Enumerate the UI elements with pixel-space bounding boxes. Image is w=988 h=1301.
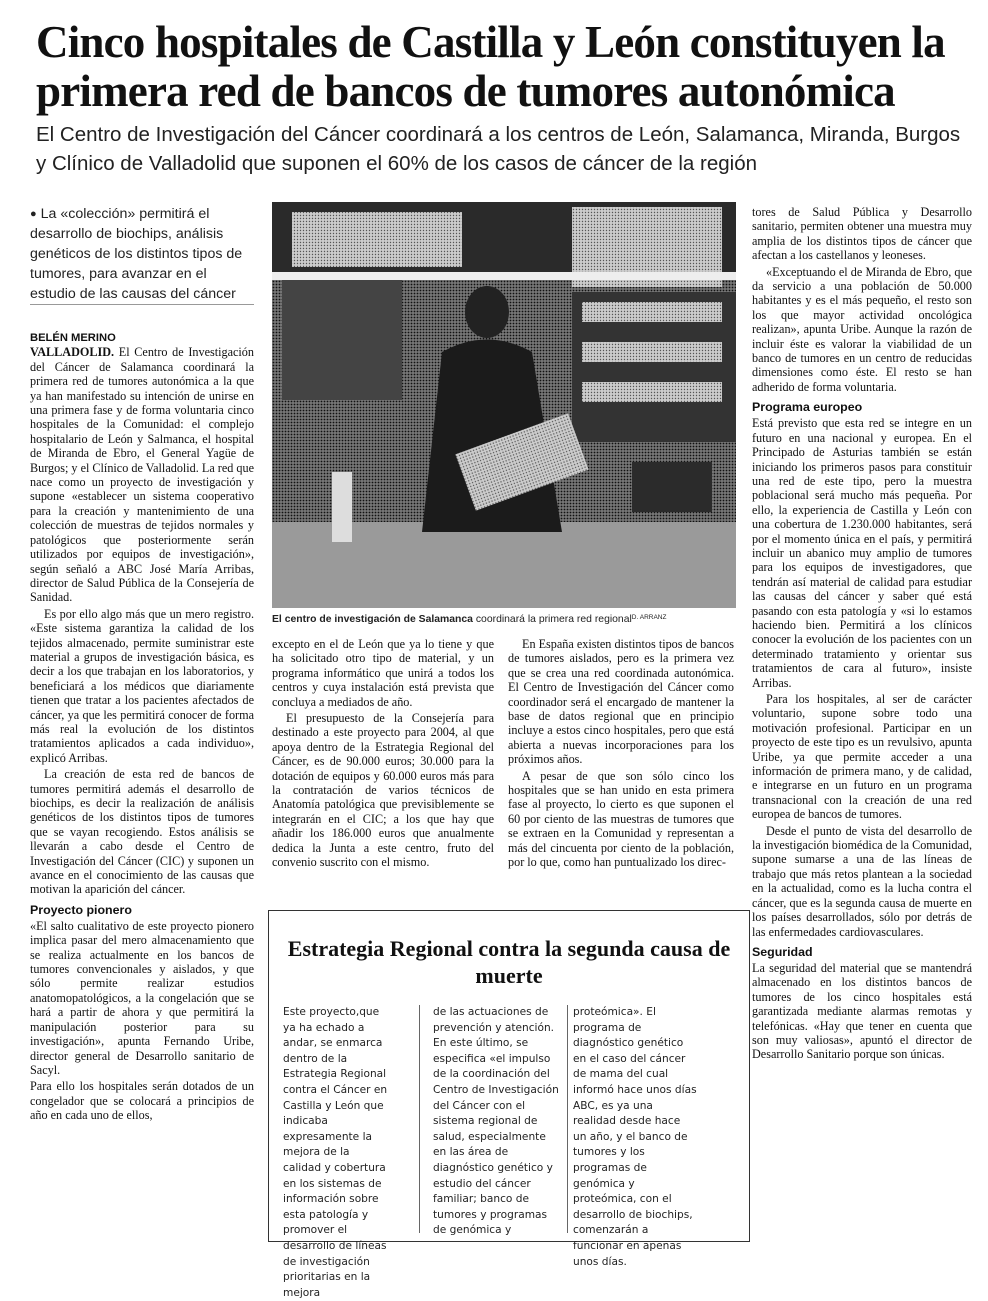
- paragraph: El presupuesto de la Consejería para destinado a este proyecto para 2004, al que apoya dentro de la Estrategia Regional del Cáncer, es de 90.000 euros; 30.000 para la dotación de equipos y 60.000 euros más para la contratación de varios técnicos de Anatomía patológica que previsiblemente se integrarán en el CIC; a los que hay que añadir los 186.000 euros que anualmente dedica la Junta a este centro, fruto del convenio suscrito con el mismo.: [272, 711, 494, 870]
- paragraph: Está previsto que esta red se integre en un futuro en una nacional y europea. En el Principado de Asturias también se están iniciando los primeros pasos para constituir una red de este tipo, pero la muestra poblacional será mucho más pequeña. Por ello, la experiencia de Castilla y León con una cobertura de 1.230.000 habitantes, será por el momento única en el país, y permitirá incluir un abanico muy amplio de tumores para los equipos de investigadores, que tendrán así material de calidad para estudiar las causas del cáncer y saber qué está pasando con esta patología y «si lo estamos haciendo bien. Permitirá a los clínicos conocer la evolución de los pacientes con un determinado tratamiento y orientar sus tratamientos de cara al futuro», insiste Arribas.: [752, 416, 972, 690]
- sidebar-column-2: de las actuaciones de prevención y atención. En este último, se especifica «el impulso de la coordinación del Centro de Investigación del Cáncer con el sistema regional de salud, especialmente en las área de diagnóstico genético y estudio del cáncer familiar; banco de tumores y programas de genómica y: [433, 1006, 559, 1237]
- subheading-proyecto-pionero: Proyecto pionero: [30, 902, 132, 917]
- paragraph: Desde el punto de vista del desarrollo de la investigación biomédica de la Comunidad, supone sumarse a una de las líneas de trabajo que más retos plantean a la sociedad en la actualidad, como es la lucha contra el cáncer, que es la segunda causa de muerte en los países desarrollados, sólo por detrás de las enfermedades cardiovasculares.: [752, 823, 972, 939]
- headline: Cinco hospitales de Castilla y León constituyen la primera red de bancos de tumores autonómica: [36, 17, 945, 116]
- bullet-icon: ●: [30, 208, 37, 220]
- paragraph: «Exceptuando el de Miranda de Ebro, que da servicio a una población de 50.000 habitantes y es el más pequeño, el resto son los que mayor actividad oncológica realizan», apunta Uribe. Aunque la razón de incluir éste es valorar la viabilidad de un banco de tumores en un centro de reducidas dimensiones como éste. El resto se han adherido de forma voluntaria.: [752, 264, 972, 394]
- article-photo: [272, 202, 736, 608]
- photo-caption: [272, 611, 738, 626]
- article-column-4: [752, 205, 972, 1235]
- column-divider: [567, 1005, 568, 1233]
- caption-text: coordinará la primera red regional: [472, 614, 632, 625]
- paragraph: Es por ello algo más que un mero registro. «Este sistema garantiza la calidad de los tejidos almacenado, permite suministrar este material a grupos de investigación básica, es decir a los que trabajan en los laboratorios, y beneficiará a los médicos que diariamente tienen que tratar a los pacientes afectados de cáncer, ya que les permitirá conocer de forma más real la evolución de los distintos tratamientos aplicados a cada individuo», explicó Arribas.: [30, 606, 254, 765]
- article-column-1: [30, 331, 254, 1231]
- sidebar-column-3: proteómica». El programa de diagnóstico genético en el caso del cáncer de mama del cual informó hace unos días ABC, es ya una realidad desde hace un año, y el banco de tumores y los programas de genómica y proteómica, con el desarrollo de biochips, comenzarán a funcionar en apenas unos días.: [573, 1006, 697, 1268]
- subheading-seguridad: Seguridad: [752, 944, 813, 959]
- byline: BELÉN MERINO: [30, 332, 116, 344]
- dateline: VALLADOLID.: [30, 345, 115, 360]
- column-divider: [419, 1005, 420, 1233]
- photo-credit: D. ARRANZ: [631, 614, 667, 621]
- paragraph: excepto en el de León que ya lo tiene y que ha solicitado otro tipo de material, y un programa informático que unirá a todos los centros y cuya instalación está prevista que concluya a mediados de año.: [272, 637, 494, 709]
- paragraph: La seguridad del material que se mantendrá almacenado en los distintos bancos de tumores de los cinco hospitales está garantizada mediante alarmas remotas y telefónicas. «Hay que tener en cuenta que son muy valiosas», apuntó el director de Desarrollo Sanitario porque son únicas.: [752, 960, 972, 1062]
- paragraph: Para ello los hospitales serán dotados de un congelador que se colocará a principios de año en cada uno de ellos,: [30, 1079, 254, 1123]
- caption-bold: El centro de investigación de Salamanca: [272, 614, 473, 625]
- sidebar-title: Estrategia Regional contra la segunda causa de muerte: [287, 936, 731, 988]
- sidebar-box: [268, 910, 750, 1299]
- sidebar-column-1: Este proyecto,que ya ha echado a andar, se enmarca dentro de la Estrategia Regional contra el Cáncer en Castilla y León que indicaba expresamente la mejora de la calidad y cobertura en los sistemas de información sobre esta patología y promover el desarrollo de líneas de investigación prioritarias en la mejora: [283, 1006, 388, 1299]
- article-column-3: [508, 637, 734, 905]
- paragraph: VALLADOLID. El Centro de Investigación del Cáncer de Salamanca coordinará la primera red de tumores autonómica a la que ya han manifestado su intención de unirse en una primera fase y de forma voluntaria cinco hospitales de la Comunidad: el complejo hospitalario de León y Salmanca, el hospital de Miranda de Ebro, el General Yagüe de Burgos; y el Clínico de Valladolid. La red que nace como un proyecto de investigación y supone «establecer un sistema cooperativo para la creación y mantenimiento de una colección de muestras de tejidos normales y patológicos que posteriormente serán utilizados por equipos de investigación», según señaló a ABC José María Arribas, director de Salud Pública de la Consejería de Sanidad.: [30, 345, 254, 605]
- laboratory-photo: [272, 202, 736, 608]
- article-column-2: [272, 637, 494, 905]
- lead-summary: [30, 204, 252, 304]
- lead-text: La «colección» permitirá el desarrollo de biochips, análisis genéticos de los distintos tipos de tumores, para avanzar en el estudio de las causas del cáncer: [30, 206, 243, 302]
- paragraph: Para los hospitales, al ser de carácter voluntario, supone sobre todo una motivación profesional. Participar en un proyecto de este tipo es un revulsivo, apunta Uribe, ya que permite acceder a una información de primera mano, y de calidad, e integrarse en un futuro en un programa transnacional con la creación de una red europea de bancos de tumores.: [752, 692, 972, 822]
- paragraph: En España existen distintos tipos de bancos de tumores aislados, pero es la primera vez que se crea una red coordinada autonómica. El Centro de Investigación del Cáncer como coordinador será el encargado de mantener la base de datos regional que en principio incluye a estos cinco hospitales, pero que está abierta a nuevas incorporaciones para los próximos años.: [508, 637, 734, 767]
- subheading-programa-europeo: Programa europeo: [752, 400, 863, 415]
- subheadline: El Centro de Investigación del Cáncer coordinará a los centros de León, Salamanca, Miranda, Burgos y Clínico de Valladolid que suponen el 60% de los casos de cáncer de la región: [36, 123, 961, 175]
- paragraph: La creación de esta red de bancos de tumores permitirá además el desarrollo de biochips, es decir la realización de análisis genéticos de los distintos tipos de tumores que se vayan recogiendo. Estos análisis se llevarán a cabo desde el Centro de Investigación del Cáncer (CIC) y suponen un avance en el conocimiento de las causas que motivan la aparición del cáncer.: [30, 767, 254, 897]
- paragraph: A pesar de que son sólo cinco los hospitales que se han unido en esta primera fase al proyecto, lo cierto es que suponen el 60 por ciento de las muestras de tumores que se extraen en la Comunidad y representan a más del cincuenta por ciento de la población, por lo que, como han puntualizado los direc-: [508, 768, 734, 870]
- paragraph: tores de Salud Pública y Desarrollo sanitario, permiten obtener una muestra muy amplia de los distintos tipos de cáncer que afectan a los castellanos y leoneses.: [752, 205, 972, 263]
- lead-divider: [30, 304, 254, 305]
- paragraph: «El salto cualitativo de este proyecto pionero implica pasar del mero almacenamiento que se realiza actualmente en los bancos de tumores convencionales y aislados, y que sólo permite realizar estudios anatomopatológicos, a la congelación que se hará a partir de ahora y que permitirá la manipulación posterior para su investigación», apunta Fernando Uribe, director general de Desarrollo sanitario de Sacyl.: [30, 918, 254, 1077]
